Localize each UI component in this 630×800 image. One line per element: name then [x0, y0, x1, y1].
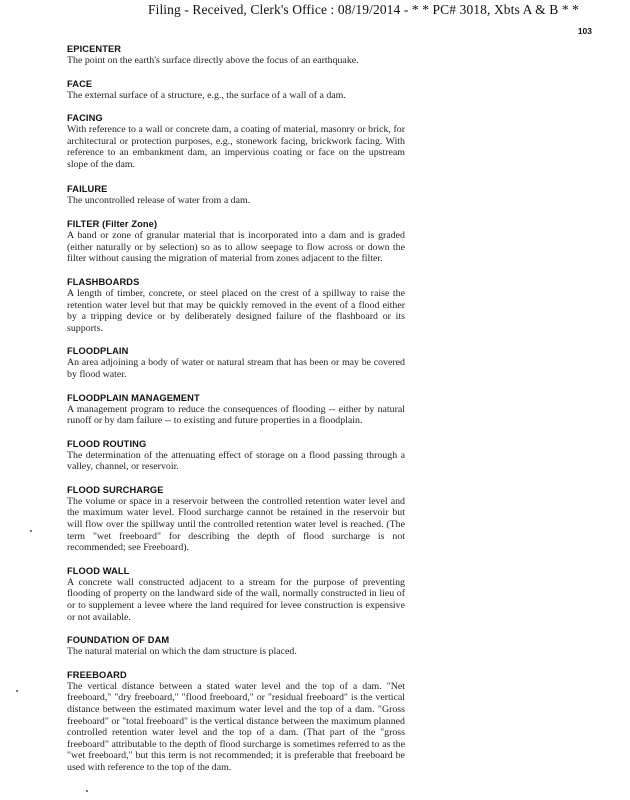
page-number: 103 — [577, 26, 592, 36]
glossary-entry-flood-routing — [67, 439, 405, 473]
glossary-term: FLOODPLAIN MANAGEMENT — [67, 392, 200, 403]
glossary-definition: The uncontrolled release of water from a dam. — [67, 194, 251, 206]
glossary-term: FACE — [67, 78, 93, 89]
glossary-entry-floodplain — [67, 346, 405, 380]
glossary-definition: The natural material on which the dam structure is placed. — [67, 646, 297, 658]
filing-stamp-header: Filing - Received, Clerk's Office : 08/19/2014 - * * PC# 3018, Xbts A & B * * — [148, 2, 579, 17]
glossary-definition: The point on the earth's surface directly above the focus of an earthquake. — [67, 55, 359, 66]
glossary-term: FOUNDATION OF DAM — [67, 635, 170, 646]
glossary-term: FILTER (Filter Zone) — [67, 219, 158, 230]
glossary-definition: A length of timber, concrete, or steel placed on the crest of a spillway to raise the retention water level but that may be quickly removed in the event of a flood either by a tripping device or by deliberately designed failure of the flashboard or its supports. — [67, 287, 405, 334]
glossary-definition: The external surface of a structure, e.g., the surface of a wall of a dam. — [67, 89, 346, 101]
glossary-term: FREEBOARD — [67, 669, 127, 680]
glossary-term: FLOODPLAIN — [67, 346, 129, 357]
glossary-entry-flood-wall — [67, 566, 405, 623]
glossary-definition: A concrete wall constructed adjacent to a stream for the purpose of preventing flooding of property on the landward side of the wall, normally constructed in lieu of or to supplement a levee where the land required for levee construction is expensive or not available. — [67, 576, 405, 623]
glossary-entry-freeboard — [67, 670, 405, 774]
glossary-definition: An area adjoining a body of water or natural stream that has been or may be covered by flood water. — [67, 357, 405, 380]
glossary-entry-flashboards — [67, 277, 405, 334]
glossary-term: EPICENTER — [67, 44, 122, 54]
glossary-definition: The vertical distance between a stated water level and the top of a dam. "Net freeboard," "dry freeboard," "flood freeboard," or "residual freeboard" is the vertical distance between the estimated maximum water level and the top of a dam. "Gross freeboard" or "total freeboard" is the vertical distance between the maximum planned controlled retention water level and the top of a dam. (That part of the "gross freeboard" attributable to the depth of flood surcharge is sometimes referred to as the "wet freeboard," but this term is not recommended; it is preferable that freeboard be used with reference to the top of the dam. — [67, 680, 405, 773]
glossary-entry-filter — [67, 219, 405, 265]
glossary-entry-floodplain-management — [67, 393, 405, 427]
glossary-entry-face — [67, 79, 405, 102]
scan-speck — [16, 690, 18, 692]
glossary-definition: With reference to a wall or concrete dam, a coating of material, masonry or brick, for architectural or protection purposes, e.g., stonework facing, brickwork facing. With reference to an embankment dam, an impervious coating or face on the upstream slope of the dam. — [67, 124, 405, 170]
glossary-entry-foundation-of-dam — [67, 635, 405, 658]
glossary-term: FLOOD ROUTING — [67, 438, 147, 449]
glossary-entry-epicenter — [67, 44, 405, 67]
glossary-term: FACING — [67, 113, 103, 124]
glossary-term: FLOOD WALL — [67, 565, 130, 576]
scan-speck — [86, 790, 88, 792]
glossary-entry-facing — [67, 113, 405, 170]
glossary-term: FAILURE — [67, 183, 108, 194]
glossary-definition: The volume or space in a reservoir between the controlled retention water level and the maximum water level. Flood surcharge cannot be retained in the reservoir but will flow over the spillway until the controlled retention water level is reached. (The term "wet freeboard" for describing the depth of flood surcharge is not recommended; see Freeboard). — [67, 495, 405, 554]
glossary-term: FLASHBOARDS — [67, 276, 140, 287]
scan-speck — [30, 530, 32, 532]
glossary-definition: The determination of the attenuating effect of storage on a flood passing through a valley, channel, or reservoir. — [67, 449, 405, 473]
glossary-definition: A band or zone of granular material that is incorporated into a dam and is graded (either naturally or by selection) so as to allow seepage to flow across or down the filter without causing the migration of material from zones adjacent to the filter. — [67, 230, 405, 265]
glossary-entry-failure — [67, 184, 405, 207]
glossary-entry-flood-surcharge — [67, 485, 405, 554]
glossary-list — [67, 44, 405, 784]
glossary-term: FLOOD SURCHARGE — [67, 484, 164, 495]
glossary-definition: A management program to reduce the consequences of flooding -- either by natural runoff or by dam failure -- to existing and future properties in a floodplain. — [67, 403, 405, 427]
